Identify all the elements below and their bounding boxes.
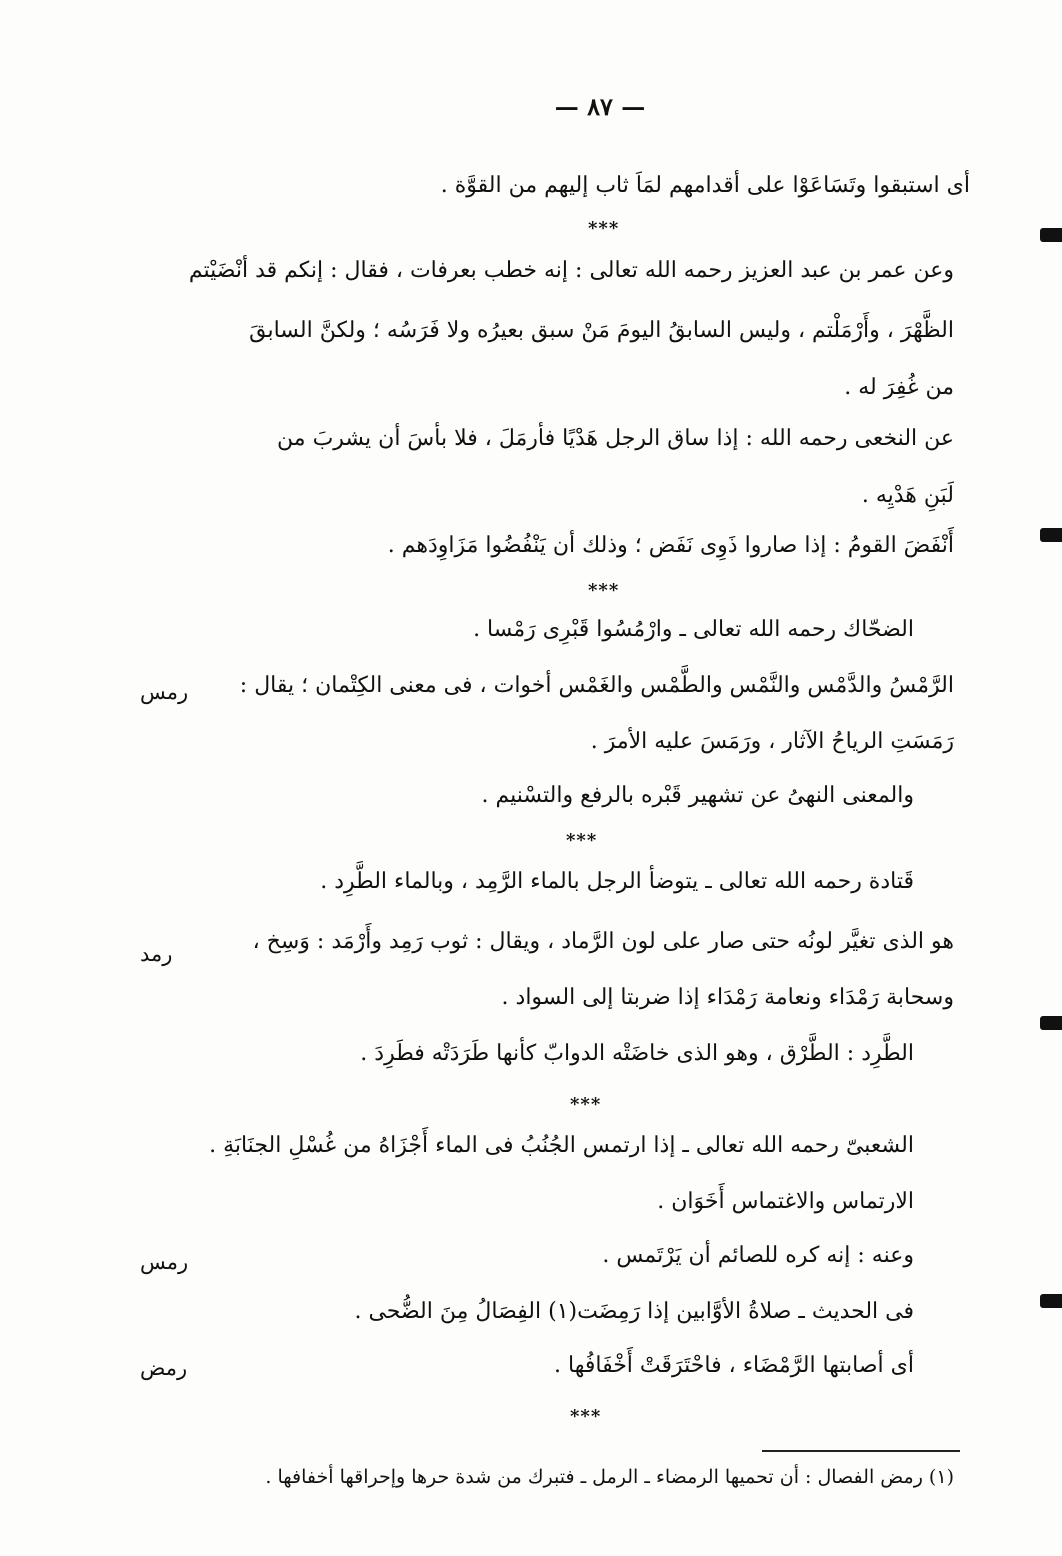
scan-edge-mark bbox=[1040, 528, 1062, 542]
text-line-16: الشعبىّ رحمه الله تعالى ـ إذا ارتمس الجُنُبُ فى الماء أَجْزَاهُ من غُسْلِ الجنَابَةِ . bbox=[209, 1133, 914, 1158]
section-separator: *** bbox=[588, 218, 620, 239]
margin-root-word: رمس bbox=[140, 680, 189, 704]
text-line-13: هو الذى تغيَّر لونُه حتى صار على لون الرَّماد ، ويقال : ثوب رَمِد وأَرْمَد : وَسِخ ، bbox=[252, 929, 954, 954]
margin-root-word: رمس bbox=[140, 1250, 189, 1274]
text-line-17: الارتماس والاغتماس أَخَوَان . bbox=[657, 1189, 914, 1214]
scan-edge-mark bbox=[1040, 228, 1062, 242]
text-line-2: وعن عمر بن عبد العزيز رحمه الله تعالى : إنه خطب بعرفات ، فقال : إنكم قد أنْضَيْتم bbox=[188, 258, 954, 283]
text-line-3: الظَّهْرَ ، وأَرْمَلْتم ، وليس السابقُ اليومَ مَنْ سبق بعيرُه ولا فَرَسُه ؛ ولكنَّ السابقَ bbox=[249, 318, 954, 343]
text-line-7: أَنْفَضَ القومُ : إذا صاروا ذَوِى نَفَض ؛ وذلك أن يَنْفُضُوا مَزَاوِدَهم . bbox=[387, 533, 954, 558]
scan-edge-mark bbox=[1040, 1294, 1062, 1308]
section-separator: *** bbox=[566, 830, 598, 851]
text-line-19: فى الحديث ـ صلاةُ الأوَّابين إذا رَمِضَت(١) الفِصَالُ مِنَ الضُّحى . bbox=[354, 1299, 914, 1324]
section-separator: *** bbox=[588, 580, 620, 601]
footnote: (١) رمض الفصال : أن تحميها الرمضاء ـ الرمل ـ فتبرك من شدة حرها وإحراقها أخفافها . bbox=[265, 1466, 954, 1488]
text-line-9: الرَّمْسُ والدَّمْس والنَّمْس والطَّمْس والغَمْس أخوات ، فى معنى الكِتْمان ؛ يقال : bbox=[239, 673, 954, 698]
text-line-12: قَتادة رحمه الله تعالى ـ يتوضأ الرجل بالماء الرَّمِد ، وبالماء الطَّرِد . bbox=[320, 869, 914, 894]
section-separator: *** bbox=[570, 1406, 602, 1427]
text-line-6: لَبَنِ هَدْيِه . bbox=[861, 483, 954, 508]
text-line-4: من غُفِرَ له . bbox=[844, 375, 954, 400]
footnote-divider bbox=[762, 1450, 960, 1452]
text-line-1: أى استبقوا وتَسَاعَوْا على أقدامهم لمَاَ ثاب إليهم من القوَّة . bbox=[440, 173, 970, 198]
text-line-5: عن النخعى رحمه الله : إذا ساق الرجل هَدْيًا فأرمَلَ ، فلا بأسَ أن يشربَ من bbox=[277, 426, 954, 451]
text-line-15: الطَّرِد : الطَّرْق ، وهو الذى خاضَتْه الدوابّ كأنها طَرَدَتْه فطَرِدَ . bbox=[360, 1041, 914, 1066]
page-number: — ٨٧ — bbox=[554, 92, 646, 121]
margin-root-word: رمض bbox=[140, 1356, 188, 1380]
text-line-10: رَمَسَتِ الرياحُ الآثار ، ورَمَسَ عليه الأمرَ . bbox=[590, 729, 954, 754]
margin-root-word: رمد bbox=[140, 942, 173, 966]
scan-edge-mark bbox=[1040, 1016, 1062, 1030]
text-line-8: الضحّاك رحمه الله تعالى ـ وارْمُسُوا قَبْرِى رَمْسا . bbox=[473, 617, 914, 642]
text-line-20: أى أصابتها الرَّمْضَاء ، فاحْتَرَقَتْ أَخْفَافُها . bbox=[554, 1353, 914, 1378]
text-line-11: والمعنى النهىُ عن تشهير قَبْره بالرفع والتسْنيم . bbox=[481, 783, 914, 808]
text-line-14: وسحابة رَمْدَاء ونعامة رَمْدَاء إذا ضربتا إلى السواد . bbox=[501, 985, 954, 1010]
text-line-18: وعنه : إنه كره للصائم أن يَرْتَمس . bbox=[602, 1243, 914, 1268]
section-separator: *** bbox=[570, 1094, 602, 1115]
